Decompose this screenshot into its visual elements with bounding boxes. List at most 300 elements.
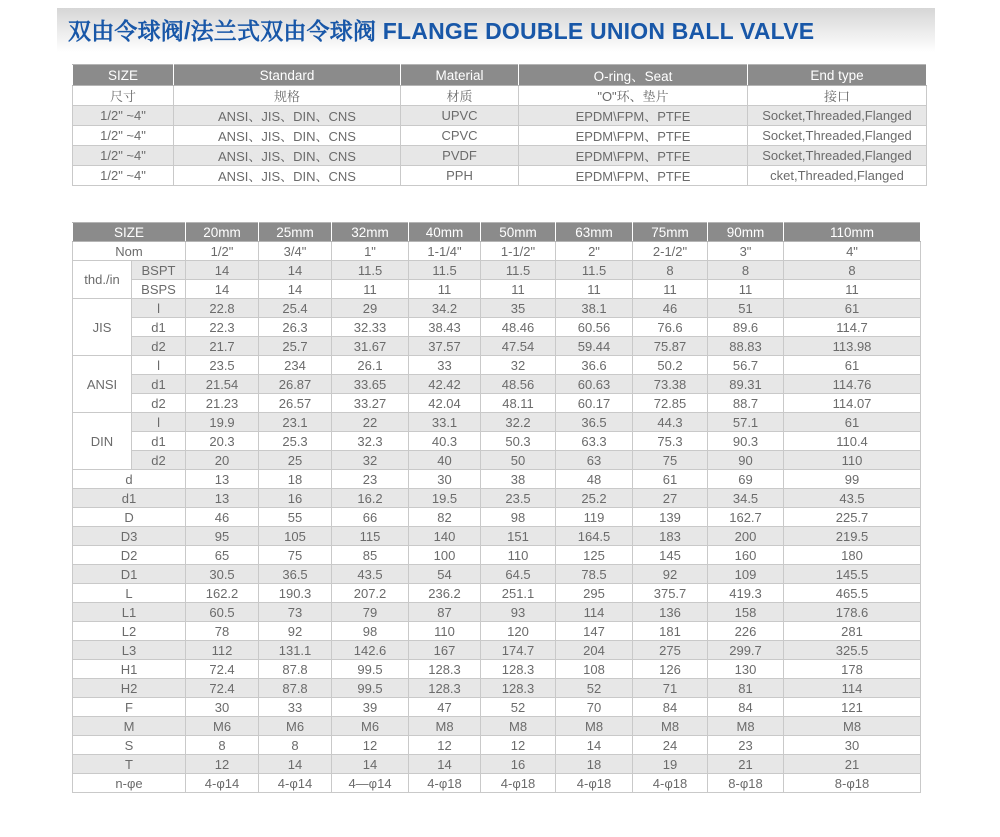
dim-cell: 89.31 <box>708 375 784 394</box>
dim-cell: 21.54 <box>186 375 259 394</box>
dim-cell: 19.5 <box>409 489 481 508</box>
dim-cell: 57.1 <box>708 413 784 432</box>
dim-cell: 200 <box>708 527 784 546</box>
dim-cell: 40 <box>409 451 481 470</box>
dim-cell: 110.4 <box>784 432 921 451</box>
dim-cell: 90 <box>708 451 784 470</box>
dim-cell: 60.63 <box>556 375 633 394</box>
dim-column-header: 75mm <box>633 223 708 242</box>
dim-cell: 8 <box>259 736 332 755</box>
dim-cell: 21.7 <box>186 337 259 356</box>
dim-cell: 3" <box>708 242 784 261</box>
dim-cell: 4-φ18 <box>481 774 556 793</box>
dim-cell: 92 <box>259 622 332 641</box>
dim-cell: 21 <box>708 755 784 774</box>
dim-cell: 8-φ18 <box>784 774 921 793</box>
dim-cell: 2-1/2" <box>633 242 708 261</box>
dim-cell: 75 <box>259 546 332 565</box>
dim-cell: 12 <box>481 736 556 755</box>
dim-cell: 4-φ14 <box>186 774 259 793</box>
dim-cell: M8 <box>409 717 481 736</box>
dim-row-label: l <box>132 356 186 375</box>
dim-row <box>73 356 921 375</box>
dim-row-label: BSPT <box>132 261 186 280</box>
dim-cell: 160 <box>708 546 784 565</box>
dim-cell: 76.6 <box>633 318 708 337</box>
dim-cell: 25.4 <box>259 299 332 318</box>
spec-column-header: End type <box>748 65 927 86</box>
dim-cell: 60.56 <box>556 318 633 337</box>
spec-column-subheader: 材质 <box>401 86 519 106</box>
dim-cell: 14 <box>259 755 332 774</box>
spec-subheader-row <box>73 86 927 106</box>
dim-row <box>73 622 921 641</box>
dim-cell: 1-1/4" <box>409 242 481 261</box>
dim-cell: 98 <box>481 508 556 527</box>
dim-cell: 47.54 <box>481 337 556 356</box>
dim-cell: 52 <box>481 698 556 717</box>
dim-row-label: H1 <box>73 660 186 679</box>
dim-row <box>73 717 921 736</box>
dim-cell: 26.57 <box>259 394 332 413</box>
dim-cell: 40.3 <box>409 432 481 451</box>
dim-row-label: d <box>73 470 186 489</box>
dim-cell: 23 <box>708 736 784 755</box>
dim-row-label: d1 <box>132 318 186 337</box>
dim-cell: 113.98 <box>784 337 921 356</box>
dim-cell: 1" <box>332 242 409 261</box>
dim-cell: 105 <box>259 527 332 546</box>
dim-row <box>73 755 921 774</box>
dim-row-label: d1 <box>73 489 186 508</box>
dim-cell: 22 <box>332 413 409 432</box>
dim-cell: 30 <box>409 470 481 489</box>
dim-cell: 128.3 <box>409 660 481 679</box>
page-title-bar <box>57 8 935 54</box>
dim-cell: 34.2 <box>409 299 481 318</box>
spec-cell: Socket,Threaded,Flanged <box>748 146 927 166</box>
dim-cell: 69 <box>708 470 784 489</box>
dim-group-label: JIS <box>73 299 132 356</box>
dim-row <box>73 584 921 603</box>
dim-cell: 93 <box>481 603 556 622</box>
dim-cell: 121 <box>784 698 921 717</box>
dim-cell: 32.33 <box>332 318 409 337</box>
spec-column-header: SIZE <box>73 65 174 86</box>
dim-cell: 50.2 <box>633 356 708 375</box>
dim-cell: 1/2" <box>186 242 259 261</box>
dim-cell: 226 <box>708 622 784 641</box>
spec-cell: EPDM\FPM、PTFE <box>519 166 748 186</box>
dim-corner-header: SIZE <box>73 223 186 242</box>
spec-row <box>73 106 927 126</box>
spec-cell: 1/2" ~4" <box>73 106 174 126</box>
dim-cell: 99.5 <box>332 679 409 698</box>
dim-row <box>73 280 921 299</box>
dim-cell: 43.5 <box>332 565 409 584</box>
dim-cell: 78.5 <box>556 565 633 584</box>
dim-cell: 139 <box>633 508 708 527</box>
dim-row <box>73 318 921 337</box>
dim-cell: 73 <box>259 603 332 622</box>
dim-row-label: D3 <box>73 527 186 546</box>
dim-row-label: l <box>132 299 186 318</box>
dim-cell: 82 <box>409 508 481 527</box>
dim-row <box>73 470 921 489</box>
dim-row <box>73 242 921 261</box>
dim-cell: 32.2 <box>481 413 556 432</box>
dim-row-label: H2 <box>73 679 186 698</box>
dim-cell: 275 <box>633 641 708 660</box>
dim-cell: 23.5 <box>186 356 259 375</box>
spec-cell: EPDM\FPM、PTFE <box>519 106 748 126</box>
dim-cell: 25 <box>259 451 332 470</box>
dim-cell: 178 <box>784 660 921 679</box>
dim-cell: 61 <box>784 413 921 432</box>
dim-cell: 73.38 <box>633 375 708 394</box>
dim-cell: 88.83 <box>708 337 784 356</box>
dim-cell: 225.7 <box>784 508 921 527</box>
dim-cell: 8 <box>708 261 784 280</box>
dim-cell: 66 <box>332 508 409 527</box>
spec-cell: UPVC <box>401 106 519 126</box>
spec-cell: ANSI、JIS、DIN、CNS <box>174 146 401 166</box>
spec-header-row <box>73 65 927 86</box>
dim-cell: 24 <box>633 736 708 755</box>
dim-cell: 52 <box>556 679 633 698</box>
dim-cell: 26.1 <box>332 356 409 375</box>
spec-cell: EPDM\FPM、PTFE <box>519 146 748 166</box>
dim-cell: 145.5 <box>784 565 921 584</box>
dim-row <box>73 774 921 793</box>
spec-cell: ANSI、JIS、DIN、CNS <box>174 106 401 126</box>
spec-row <box>73 146 927 166</box>
dim-cell: 32 <box>481 356 556 375</box>
dim-cell: 63 <box>556 451 633 470</box>
dim-row-label: F <box>73 698 186 717</box>
dim-cell: 142.6 <box>332 641 409 660</box>
dim-cell: 42.04 <box>409 394 481 413</box>
dim-cell: 2" <box>556 242 633 261</box>
dim-cell: 54 <box>409 565 481 584</box>
dim-row <box>73 565 921 584</box>
dim-cell: 51 <box>708 299 784 318</box>
dim-cell: 11 <box>332 280 409 299</box>
dim-column-header: 40mm <box>409 223 481 242</box>
dim-cell: 251.1 <box>481 584 556 603</box>
dim-cell: 11.5 <box>556 261 633 280</box>
dim-cell: 110 <box>784 451 921 470</box>
dim-cell: 162.2 <box>186 584 259 603</box>
dim-cell: 295 <box>556 584 633 603</box>
dim-row-label: d2 <box>132 337 186 356</box>
dim-cell: 16.2 <box>332 489 409 508</box>
dim-cell: 47 <box>409 698 481 717</box>
dim-cell: 75 <box>633 451 708 470</box>
dim-row <box>73 546 921 565</box>
dim-cell: 70 <box>556 698 633 717</box>
dim-cell: 119 <box>556 508 633 527</box>
dim-cell: 63.3 <box>556 432 633 451</box>
dim-cell: 43.5 <box>784 489 921 508</box>
dim-cell: M8 <box>784 717 921 736</box>
dim-cell: 13 <box>186 470 259 489</box>
dim-cell: 375.7 <box>633 584 708 603</box>
dim-row-label: S <box>73 736 186 755</box>
dim-cell: 71 <box>633 679 708 698</box>
dim-cell: 99 <box>784 470 921 489</box>
dim-cell: 33 <box>259 698 332 717</box>
dim-cell: 95 <box>186 527 259 546</box>
dim-cell: 299.7 <box>708 641 784 660</box>
spec-column-subheader: 尺寸 <box>73 86 174 106</box>
spec-cell: cket,Threaded,Flanged <box>748 166 927 186</box>
dimension-table <box>72 222 921 793</box>
dim-cell: 39 <box>332 698 409 717</box>
dim-cell: 88.7 <box>708 394 784 413</box>
dim-cell: 14 <box>409 755 481 774</box>
dim-cell: 147 <box>556 622 633 641</box>
dim-row-label: d2 <box>132 394 186 413</box>
dim-cell: 26.87 <box>259 375 332 394</box>
dim-cell: 50 <box>481 451 556 470</box>
spec-column-header: Standard <box>174 65 401 86</box>
dim-row <box>73 394 921 413</box>
dim-cell: 84 <box>708 698 784 717</box>
dim-cell: 75.87 <box>633 337 708 356</box>
dim-row <box>73 527 921 546</box>
dim-cell: 181 <box>633 622 708 641</box>
dim-cell: 34.5 <box>708 489 784 508</box>
dim-cell: 14 <box>259 261 332 280</box>
dim-cell: M8 <box>481 717 556 736</box>
dim-row <box>73 261 921 280</box>
dim-row <box>73 337 921 356</box>
dim-cell: 33.1 <box>409 413 481 432</box>
dim-cell: 72.4 <box>186 660 259 679</box>
dim-cell: 29 <box>332 299 409 318</box>
dim-row-label: L3 <box>73 641 186 660</box>
dim-cell: 16 <box>259 489 332 508</box>
dim-cell: 22.3 <box>186 318 259 337</box>
dim-cell: 46 <box>186 508 259 527</box>
dim-cell: 1-1/2" <box>481 242 556 261</box>
dim-cell: 14 <box>259 280 332 299</box>
dim-cell: 99.5 <box>332 660 409 679</box>
dim-cell: 36.6 <box>556 356 633 375</box>
dim-cell: 13 <box>186 489 259 508</box>
dim-cell: 36.5 <box>259 565 332 584</box>
dim-cell: 4-φ14 <box>259 774 332 793</box>
dim-row <box>73 603 921 622</box>
dim-cell: 20 <box>186 451 259 470</box>
dim-cell: 78 <box>186 622 259 641</box>
dim-cell: 38.43 <box>409 318 481 337</box>
dim-cell: 11.5 <box>409 261 481 280</box>
dim-row <box>73 641 921 660</box>
dim-cell: 36.5 <box>556 413 633 432</box>
dim-cell: 30 <box>186 698 259 717</box>
dim-cell: 48.56 <box>481 375 556 394</box>
dim-cell: M8 <box>556 717 633 736</box>
dim-row-label: M <box>73 717 186 736</box>
dim-row-label: D2 <box>73 546 186 565</box>
dim-cell: 11 <box>784 280 921 299</box>
dim-cell: 207.2 <box>332 584 409 603</box>
dim-row <box>73 489 921 508</box>
dim-cell: 87.8 <box>259 660 332 679</box>
dim-cell: M6 <box>332 717 409 736</box>
dim-cell: 55 <box>259 508 332 527</box>
dim-cell: 11.5 <box>332 261 409 280</box>
dim-cell: 140 <box>409 527 481 546</box>
dim-cell: 65 <box>186 546 259 565</box>
dim-cell: M6 <box>259 717 332 736</box>
dim-cell: 19 <box>633 755 708 774</box>
dim-cell: 183 <box>633 527 708 546</box>
dim-cell: 204 <box>556 641 633 660</box>
spec-table <box>72 64 927 186</box>
dim-cell: 60.5 <box>186 603 259 622</box>
dim-cell: 190.3 <box>259 584 332 603</box>
spec-cell: 1/2" ~4" <box>73 146 174 166</box>
dim-cell: 81 <box>708 679 784 698</box>
dim-cell: 11.5 <box>481 261 556 280</box>
dim-row <box>73 451 921 470</box>
spec-column-subheader: "O"环、垫片 <box>519 86 748 106</box>
dim-cell: 4" <box>784 242 921 261</box>
dim-cell: 44.3 <box>633 413 708 432</box>
dim-cell: 162.7 <box>708 508 784 527</box>
dim-row <box>73 375 921 394</box>
dim-row <box>73 508 921 527</box>
dim-cell: 26.3 <box>259 318 332 337</box>
dim-cell: 18 <box>259 470 332 489</box>
dim-cell: 14 <box>186 261 259 280</box>
dim-cell: 167 <box>409 641 481 660</box>
spec-column-subheader: 规格 <box>174 86 401 106</box>
dim-row-label: L1 <box>73 603 186 622</box>
dim-cell: 20.3 <box>186 432 259 451</box>
dim-row <box>73 698 921 717</box>
spec-cell: Socket,Threaded,Flanged <box>748 106 927 126</box>
spec-cell: EPDM\FPM、PTFE <box>519 126 748 146</box>
dim-cell: 4—φ14 <box>332 774 409 793</box>
dim-cell: 125 <box>556 546 633 565</box>
dim-cell: 33.27 <box>332 394 409 413</box>
dim-cell: 3/4" <box>259 242 332 261</box>
dim-cell: 8 <box>633 261 708 280</box>
dim-cell: 61 <box>784 356 921 375</box>
dim-cell: 178.6 <box>784 603 921 622</box>
spec-cell: ANSI、JIS、DIN、CNS <box>174 166 401 186</box>
dim-cell: 145 <box>633 546 708 565</box>
dim-cell: 59.44 <box>556 337 633 356</box>
dim-group-label: DIN <box>73 413 132 470</box>
dim-cell: 92 <box>633 565 708 584</box>
dim-cell: 158 <box>708 603 784 622</box>
spec-row <box>73 166 927 186</box>
dim-row <box>73 432 921 451</box>
spec-column-subheader: 接口 <box>748 86 927 106</box>
dim-cell: 164.5 <box>556 527 633 546</box>
dim-cell: 87.8 <box>259 679 332 698</box>
dim-group-label: thd./in <box>73 261 132 299</box>
dim-cell: 89.6 <box>708 318 784 337</box>
dim-cell: 21 <box>784 755 921 774</box>
dim-row-label: d2 <box>132 451 186 470</box>
dim-cell: 32 <box>332 451 409 470</box>
spec-cell: CPVC <box>401 126 519 146</box>
dim-cell: 42.42 <box>409 375 481 394</box>
dim-column-header: 90mm <box>708 223 784 242</box>
dim-cell: 128.3 <box>481 679 556 698</box>
dim-cell: M8 <box>633 717 708 736</box>
dim-row-label: d1 <box>132 375 186 394</box>
dim-cell: 110 <box>409 622 481 641</box>
dim-cell: 8 <box>784 261 921 280</box>
dim-cell: 8-φ18 <box>708 774 784 793</box>
dim-cell: 100 <box>409 546 481 565</box>
dim-cell: 128.3 <box>481 660 556 679</box>
dim-cell: 38.1 <box>556 299 633 318</box>
dim-cell: 46 <box>633 299 708 318</box>
dim-cell: 4-φ18 <box>556 774 633 793</box>
dim-cell: 31.67 <box>332 337 409 356</box>
dim-cell: 85 <box>332 546 409 565</box>
dim-column-header: 110mm <box>784 223 921 242</box>
dim-cell: 14 <box>186 280 259 299</box>
dim-row <box>73 736 921 755</box>
dim-cell: 35 <box>481 299 556 318</box>
dim-cell: 109 <box>708 565 784 584</box>
dim-cell: 30 <box>784 736 921 755</box>
spec-cell: PVDF <box>401 146 519 166</box>
dim-cell: 12 <box>409 736 481 755</box>
dim-cell: 25.2 <box>556 489 633 508</box>
dim-cell: 120 <box>481 622 556 641</box>
dim-cell: 14 <box>556 736 633 755</box>
dim-cell: 23.1 <box>259 413 332 432</box>
dim-cell: 114.76 <box>784 375 921 394</box>
dim-row <box>73 413 921 432</box>
dim-cell: 234 <box>259 356 332 375</box>
dim-row-label: Nom <box>73 242 186 261</box>
dim-cell: 48 <box>556 470 633 489</box>
dim-cell: 114.7 <box>784 318 921 337</box>
dim-cell: 130 <box>708 660 784 679</box>
dim-row <box>73 299 921 318</box>
dim-column-header: 32mm <box>332 223 409 242</box>
spec-column-header: Material <box>401 65 519 86</box>
page-title: 双由令球阀/法兰式双由令球阀 FLANGE DOUBLE UNION BALL VALVE <box>68 18 815 44</box>
dim-cell: 37.57 <box>409 337 481 356</box>
dim-cell: 128.3 <box>409 679 481 698</box>
dim-cell: 112 <box>186 641 259 660</box>
dim-cell: 115 <box>332 527 409 546</box>
dim-cell: 236.2 <box>409 584 481 603</box>
dim-cell: 11 <box>633 280 708 299</box>
dim-cell: 87 <box>409 603 481 622</box>
dim-cell: 33.65 <box>332 375 409 394</box>
dim-cell: 30.5 <box>186 565 259 584</box>
dim-cell: 131.1 <box>259 641 332 660</box>
spec-column-header: O-ring、Seat <box>519 65 748 86</box>
dim-cell: 14 <box>332 755 409 774</box>
dim-cell: 21.23 <box>186 394 259 413</box>
dim-cell: 11 <box>481 280 556 299</box>
dim-cell: 11 <box>409 280 481 299</box>
